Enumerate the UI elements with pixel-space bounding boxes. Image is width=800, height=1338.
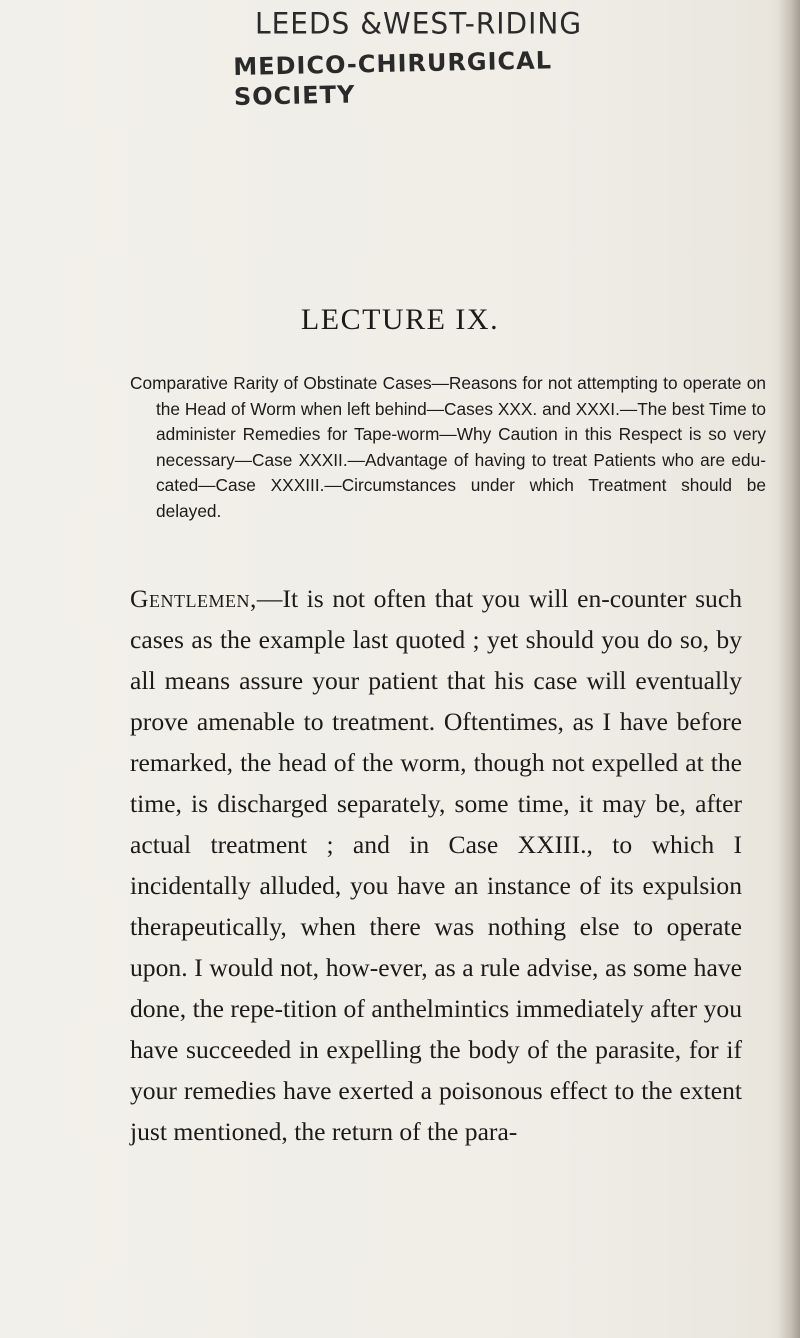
stamp-line-1: LEEDS &WEST-RIDING [255,6,583,41]
page-edge-shadow [778,0,800,1338]
lecture-summary: Comparative Rarity of Obstinate Cases—Reasons for not attempting to operate on the Head of Worm when left behind—Cases XXX. and XXXI.—The best Time to administer Remedies for Tape-worm—Why Caution in this Respect is so very necessary—Case XXXII.—Advantage of having to treat Patients who are edu-cated—Case XXXIII.—Circumstances under which Treatment should be delayed. [130,373,766,521]
salutation: Gentlemen, [130,584,257,613]
stamp-line-2: MEDICO-CHIRURGICAL SOCIETY [233,46,553,111]
body-paragraph: —It is not often that you will en-counter such cases as the example last quoted ; yet should you do so, by all means assure your patient that his case will eventually prove amenable to treatment. Oftentimes, as I have before remarked, the head of the worm, though not expelled at the time, is discharged separately, some time, it may be, after actual treatment ; and in Case XXIII., to which I incidentally alluded, you have an instance of its expulsion therapeutically, when there was nothing else to operate upon. I would not, how-ever, as a rule advise, as some have done, the repe-tition of anthelmintics immediately after you have succeeded in expelling the body of the parasite, for if your remedies have exerted a poisonous effect to the extent just mentioned, the return of the para- [130,584,742,1146]
lecture-title: LECTURE IX. [300,303,500,336]
lecture-body [130,578,742,1152]
library-stamp [233,6,613,112]
